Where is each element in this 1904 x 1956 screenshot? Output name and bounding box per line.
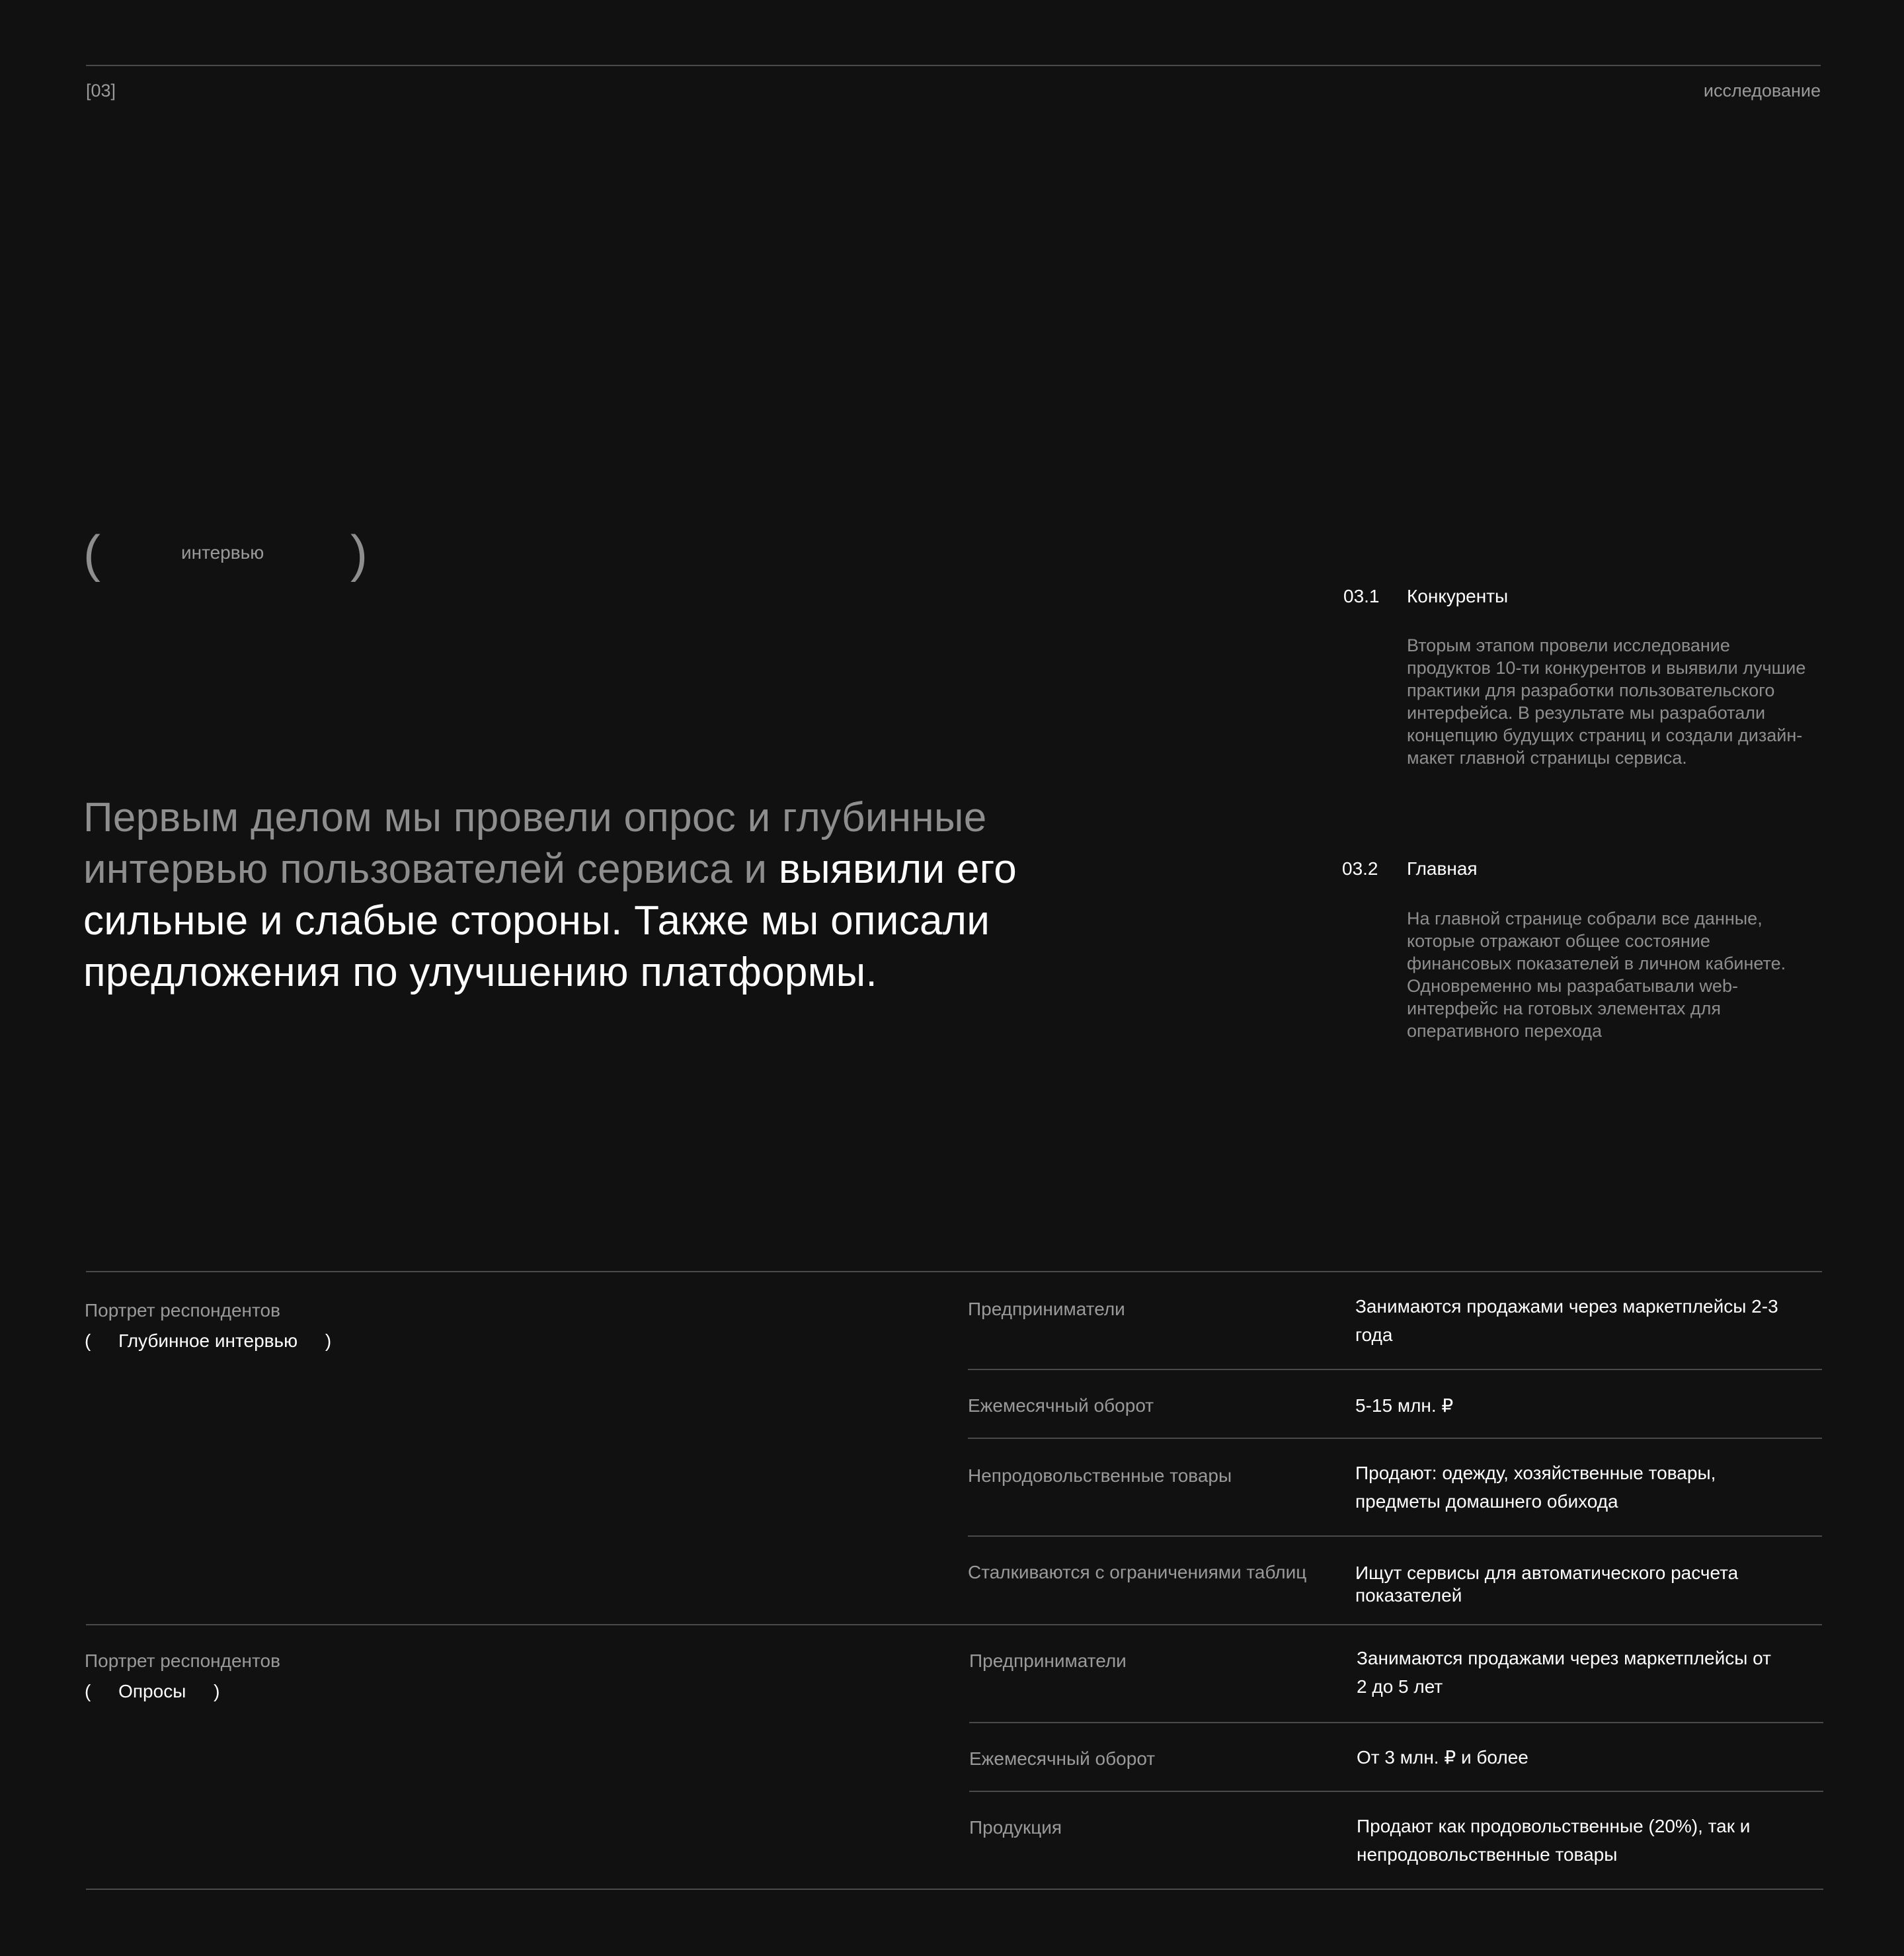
block-1-row-2-key: Ежемесячный оборот <box>968 1395 1154 1416</box>
block-2-tag-close: ) <box>214 1681 220 1701</box>
tag-close-paren: ) <box>350 524 368 583</box>
section-2-text: На главной странице собрали все данные, которые отражают общее состояние финансовых показателей в личном кабинете. Одновременно мы разрабатывали web-интерфейс на готовых элементах для оперативного перехода <box>1407 909 1786 1041</box>
lead-paragraph <box>83 792 1035 998</box>
block-1-row-3-key: Непродовольственные товары <box>968 1465 1232 1486</box>
block-2-row-3-key: Продукция <box>969 1817 1062 1838</box>
block-1-label: Портрет респондентов <box>85 1300 280 1321</box>
header-divider <box>86 65 1821 66</box>
block-2-row-1-value: Занимаются продажами через маркетплейсы от 2 до 5 лет <box>1357 1648 1771 1697</box>
block-1-row-3-value: Продают: одежду, хозяйственные товары, предметы домашнего обихода <box>1355 1463 1716 1512</box>
tag-label: интервью <box>181 542 264 563</box>
block-1-row-1-value: Занимаются продажами через маркетплейсы 2-3 года <box>1355 1296 1778 1345</box>
block-1-tag-open: ( <box>85 1330 91 1351</box>
block-2-top-divider <box>86 1624 1822 1625</box>
block-1-row-4-value: Ищут сервисы для автоматического расчета показателей <box>1355 1563 1739 1606</box>
block-1-row-2-value: 5-15 млн. ₽ <box>1355 1395 1454 1416</box>
block-2-row-2-key: Ежемесячный оборот <box>969 1748 1156 1769</box>
block-1-row-3-divider <box>968 1535 1822 1537</box>
tag-open-paren: ( <box>83 524 100 583</box>
block-2-tag-open: ( <box>85 1681 91 1701</box>
block-1-tag-text: Глубинное интервью <box>118 1330 298 1351</box>
section-1-title: Конкуренты <box>1407 586 1509 606</box>
block-2-row-2-divider <box>969 1791 1823 1792</box>
block-1-tag <box>85 1330 331 1352</box>
block-2-tag-text: Опросы <box>118 1681 186 1701</box>
section-1-text: Вторым этапом провели исследование продуктов 10-ти конкурентов и выявили лучшие практики для разработки пользовательского интерфейса. В результате мы разработали концепцию будущих страниц и создали дизайн-макет главной страницы сервиса. <box>1407 635 1806 768</box>
block-1-row-4-key: Сталкиваются с ограничениями таблиц <box>968 1562 1307 1582</box>
section-number: [03] <box>86 81 116 101</box>
block-1-row-1-key: Предприниматели <box>968 1299 1125 1319</box>
section-1-number: 03.1 <box>1343 586 1380 606</box>
block-2-bottom-divider <box>86 1889 1823 1890</box>
block-2-row-1-divider <box>969 1722 1823 1723</box>
block-2-tag <box>85 1681 219 1702</box>
block-1-tag-close: ) <box>325 1330 332 1351</box>
lead-white-part: выявили его сильные и слабые стороны. Также мы описали предложения по улучшению платформы. <box>83 846 1017 995</box>
block-1-row-2-divider <box>968 1438 1822 1439</box>
section-2-number: 03.2 <box>1342 858 1378 879</box>
block-2-row-2-value: От 3 млн. ₽ и более <box>1357 1747 1528 1768</box>
lead-grey-part: Первым делом мы провели опрос и глубинные интервью пользователей сервиса и <box>83 795 987 892</box>
block-1-row-1-divider <box>968 1369 1822 1370</box>
section-2-title: Главная <box>1407 858 1478 879</box>
block-2-row-1-key: Предприниматели <box>969 1650 1127 1671</box>
block-2-label: Портрет респондентов <box>85 1650 280 1671</box>
block-1-top-divider <box>86 1271 1822 1272</box>
section-label: исследование <box>1703 81 1821 101</box>
block-2-row-3-value: Продают как продовольственные (20%), так и непродовольственные товары <box>1357 1816 1751 1865</box>
